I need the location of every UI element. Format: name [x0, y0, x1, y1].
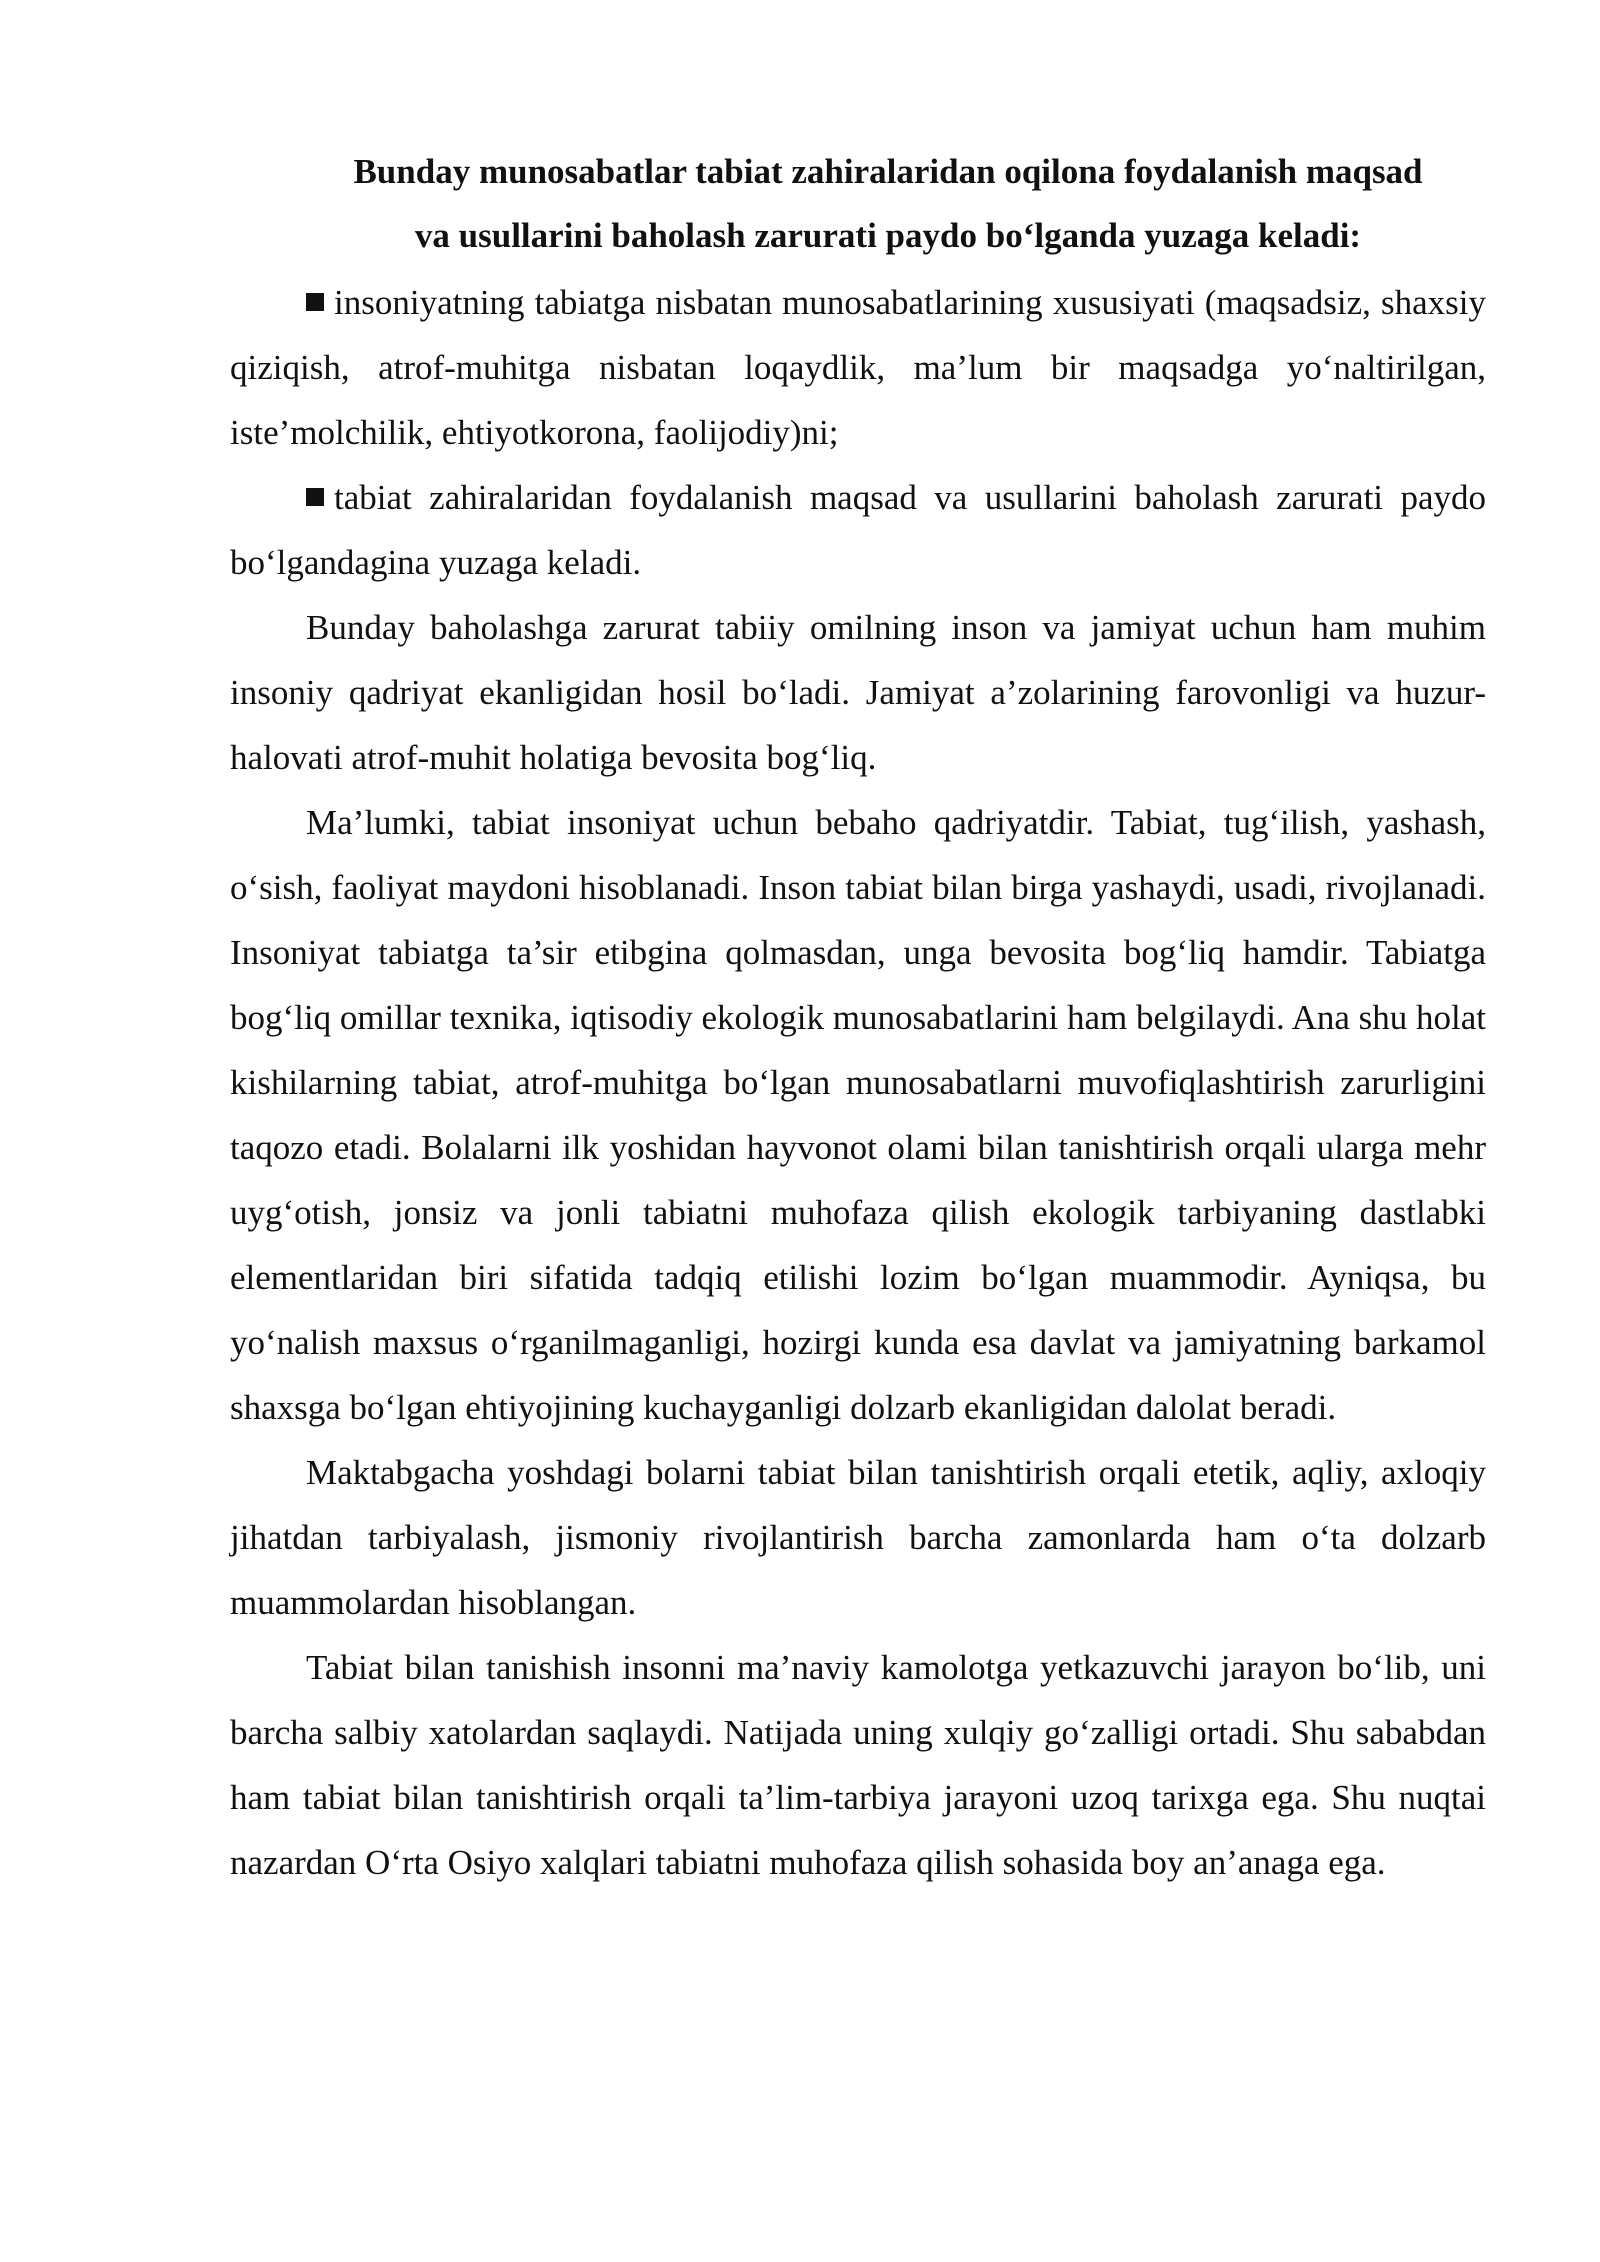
square-bullet-icon: [306, 293, 324, 311]
paragraph: Ma’lumki, tabiat insoniyat uchun bebaho qadriyatdir. Tabiat, tug‘ilish, yashash, o‘sish, faoliyat maydoni hisoblanadi. Inson tabiat bilan birga yashaydi, usadi, rivojlanadi. Insoniyat tabiatga ta’sir etibgina qolmasdan, unga bevosita bog‘liq hamdir. Tabiatga bog‘liq omillar texnika, iqtisodiy ekologik munosabatlarini ham belgilaydi. Ana shu holat kishilarning tabiat, atrof-muhitga bo‘lgan munosabatlarni muvofiqlashtirish zarurligini taqozo etadi. Bolalarni ilk yoshidan hayvonot olami bilan tanishtirish orqali ularga mehr uyg‘otish, jonsiz va jonli tabiatni muhofaza qilish ekologik tarbiyaning dastlabki elementlaridan biri sifatida tadqiq etilishi lozim bo‘lgan muammodir. Ayniqsa, bu yo‘nalish maxsus o‘rganilmaganligi, hozirgi kunda esa davlat va jamiyatning barkamol shaxsga bo‘lgan ehtiyojining kuchayganligi dolzarb ekanligidan dalolat beradi.: [230, 803, 1486, 1427]
bullet-item: [230, 270, 1486, 465]
heading-line-2: va usullarini baholash zarurati paydo bo‘lganda yuzaga keladi:: [414, 216, 1362, 255]
document-page: [230, 140, 1486, 1895]
heading-line-1: Bunday munosabatlar tabiat zahiralaridan oqilona foydalanish maqsad: [353, 152, 1423, 191]
paragraph: Bunday baholashga zarurat tabiiy omilning inson va jamiyat uchun ham muhim insoniy qadriyat ekanligidan hosil bo‘ladi. Jamiyat a’zolarining farovonligi va huzur-halovati atrof-muhit holatiga bevosita bog‘liq.: [230, 608, 1486, 777]
bullet-item-text: tabiat zahiralaridan foydalanish maqsad va usullarini baholash zarurati paydo bo‘lgandagina yuzaga keladi.: [230, 478, 1486, 582]
section-heading: [230, 140, 1486, 268]
paragraph: Maktabgacha yoshdagi bolarni tabiat bilan tanishtirish orqali etetik, aqliy, axloqiy jihatdan tarbiyalash, jismoniy rivojlantirish barcha zamonlarda ham o‘ta dolzarb muammolardan hisoblangan.: [230, 1453, 1486, 1622]
bullet-item-text: insoniyatning tabiatga nisbatan munosabatlarining xususiyati (maqsadsiz, shaxsiy qiziqish, atrof-muhitga nisbatan loqaydlik, ma’lum bir maqsadga yo‘naltirilgan, iste’molchilik, ehtiyotkorona, faolijodiy)ni;: [230, 283, 1486, 452]
square-bullet-icon: [306, 488, 324, 506]
bullet-item: [230, 465, 1486, 595]
paragraph: Tabiat bilan tanishish insonni ma’naviy kamolotga yetkazuvchi jarayon bo‘lib, uni barcha salbiy xatolardan saqlaydi. Natijada uning xulqiy go‘zalligi ortadi. Shu sababdan ham tabiat bilan tanishtirish orqali ta’lim-tarbiya jarayoni uzoq tarixga ega. Shu nuqtai nazardan O‘rta Osiyo xalqlari tabiatni muhofaza qilish sohasida boy an’anaga ega.: [230, 1648, 1486, 1882]
